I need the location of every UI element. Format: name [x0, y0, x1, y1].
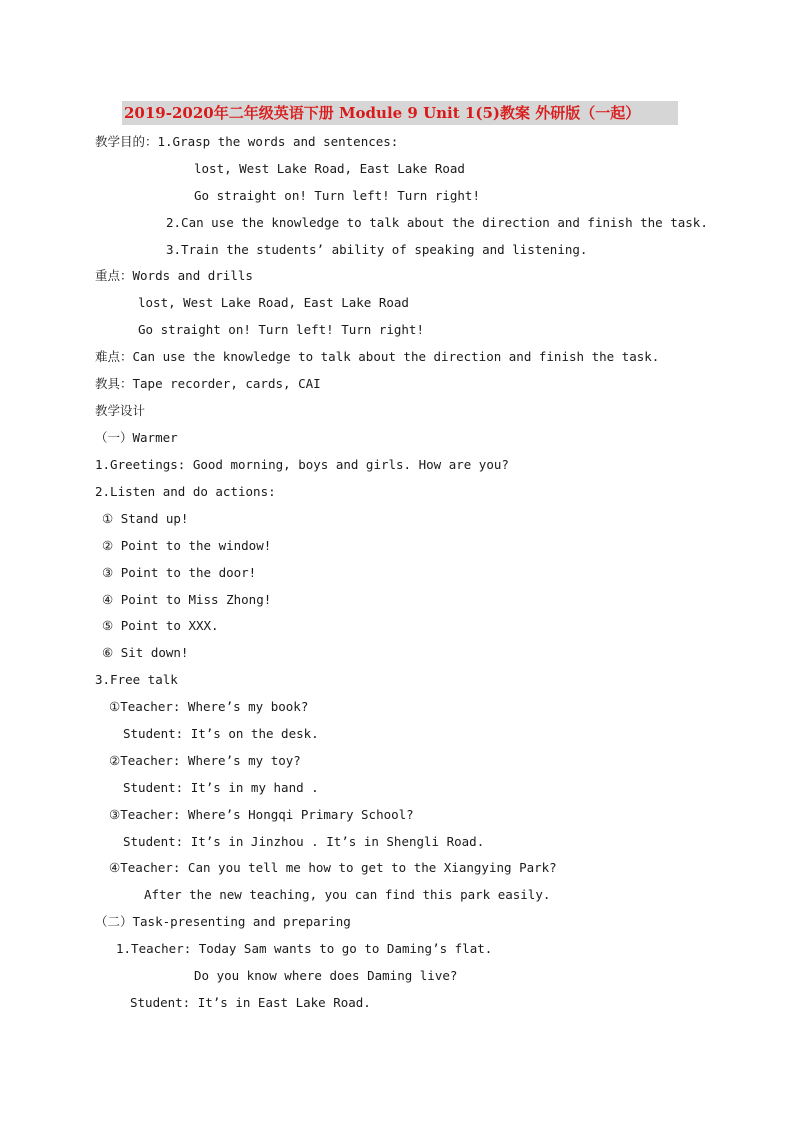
dialogue-1-student: Student: It’s on the desk.: [123, 726, 319, 741]
section-task-heading: （二）Task-presenting and preparing: [95, 914, 351, 929]
action-item-2: ② Point to the window!: [102, 538, 272, 553]
key-points-words: lost, West Lake Road, East Lake Road: [138, 295, 409, 310]
document-title: 2019-2020年二年级英语下册 Module 9 Unit 1(5)教案 外研版（一起）: [124, 104, 641, 122]
listen-and-do-heading: 2.Listen and do actions:: [95, 484, 276, 499]
action-item-3: ③ Point to the door!: [102, 565, 257, 580]
difficult-points: 难点：Can use the knowledge to talk about the direction and finish the task.: [95, 349, 660, 364]
task-student-line: Student: It’s in East Lake Road.: [130, 995, 371, 1010]
greetings-line: 1.Greetings: Good morning, boys and girls. How are you?: [95, 457, 509, 472]
action-item-5: ⑤ Point to XXX.: [102, 618, 219, 633]
dialogue-3-student: Student: It’s in Jinzhou . It’s in Shengli Road.: [123, 834, 485, 849]
task-teacher-line-1: 1.Teacher: Today Sam wants to go to Daming’s flat.: [116, 941, 493, 956]
action-item-6: ⑥ Sit down!: [102, 645, 189, 660]
teaching-design-heading: 教学设计: [95, 403, 146, 418]
objectives-line-3: 3.Train the students’ ability of speaking and listening.: [166, 242, 588, 257]
objectives-line-2: 2.Can use the knowledge to talk about the direction and finish the task.: [166, 215, 708, 230]
teaching-aids: 教具：Tape recorder, cards, CAI: [95, 376, 321, 391]
dialogue-3-teacher: ③Teacher: Where’s Hongqi Primary School?: [109, 807, 414, 822]
objectives-sentences: Go straight on! Turn left! Turn right!: [194, 188, 480, 203]
key-points-sentences: Go straight on! Turn left! Turn right!: [138, 322, 424, 337]
key-points-heading: 重点：Words and drills: [95, 268, 253, 283]
objectives-line-1: 教学目的：1.Grasp the words and sentences:: [95, 134, 399, 149]
section-warmer-heading: （一）Warmer: [95, 430, 178, 445]
action-item-4: ④ Point to Miss Zhong!: [102, 592, 272, 607]
task-teacher-line-2: Do you know where does Daming live?: [194, 968, 458, 983]
dialogue-2-teacher: ②Teacher: Where’s my toy?: [109, 753, 301, 768]
objectives-words: lost, West Lake Road, East Lake Road: [194, 161, 465, 176]
dialogue-4-teacher: ④Teacher: Can you tell me how to get to the Xiangying Park?: [109, 860, 557, 875]
free-talk-heading: 3.Free talk: [95, 672, 178, 687]
action-item-1: ① Stand up!: [102, 511, 189, 526]
dialogue-2-student: Student: It’s in my hand .: [123, 780, 319, 795]
dialogue-1-teacher: ①Teacher: Where’s my book?: [109, 699, 309, 714]
dialogue-4-note: After the new teaching, you can find this park easily.: [144, 887, 551, 902]
